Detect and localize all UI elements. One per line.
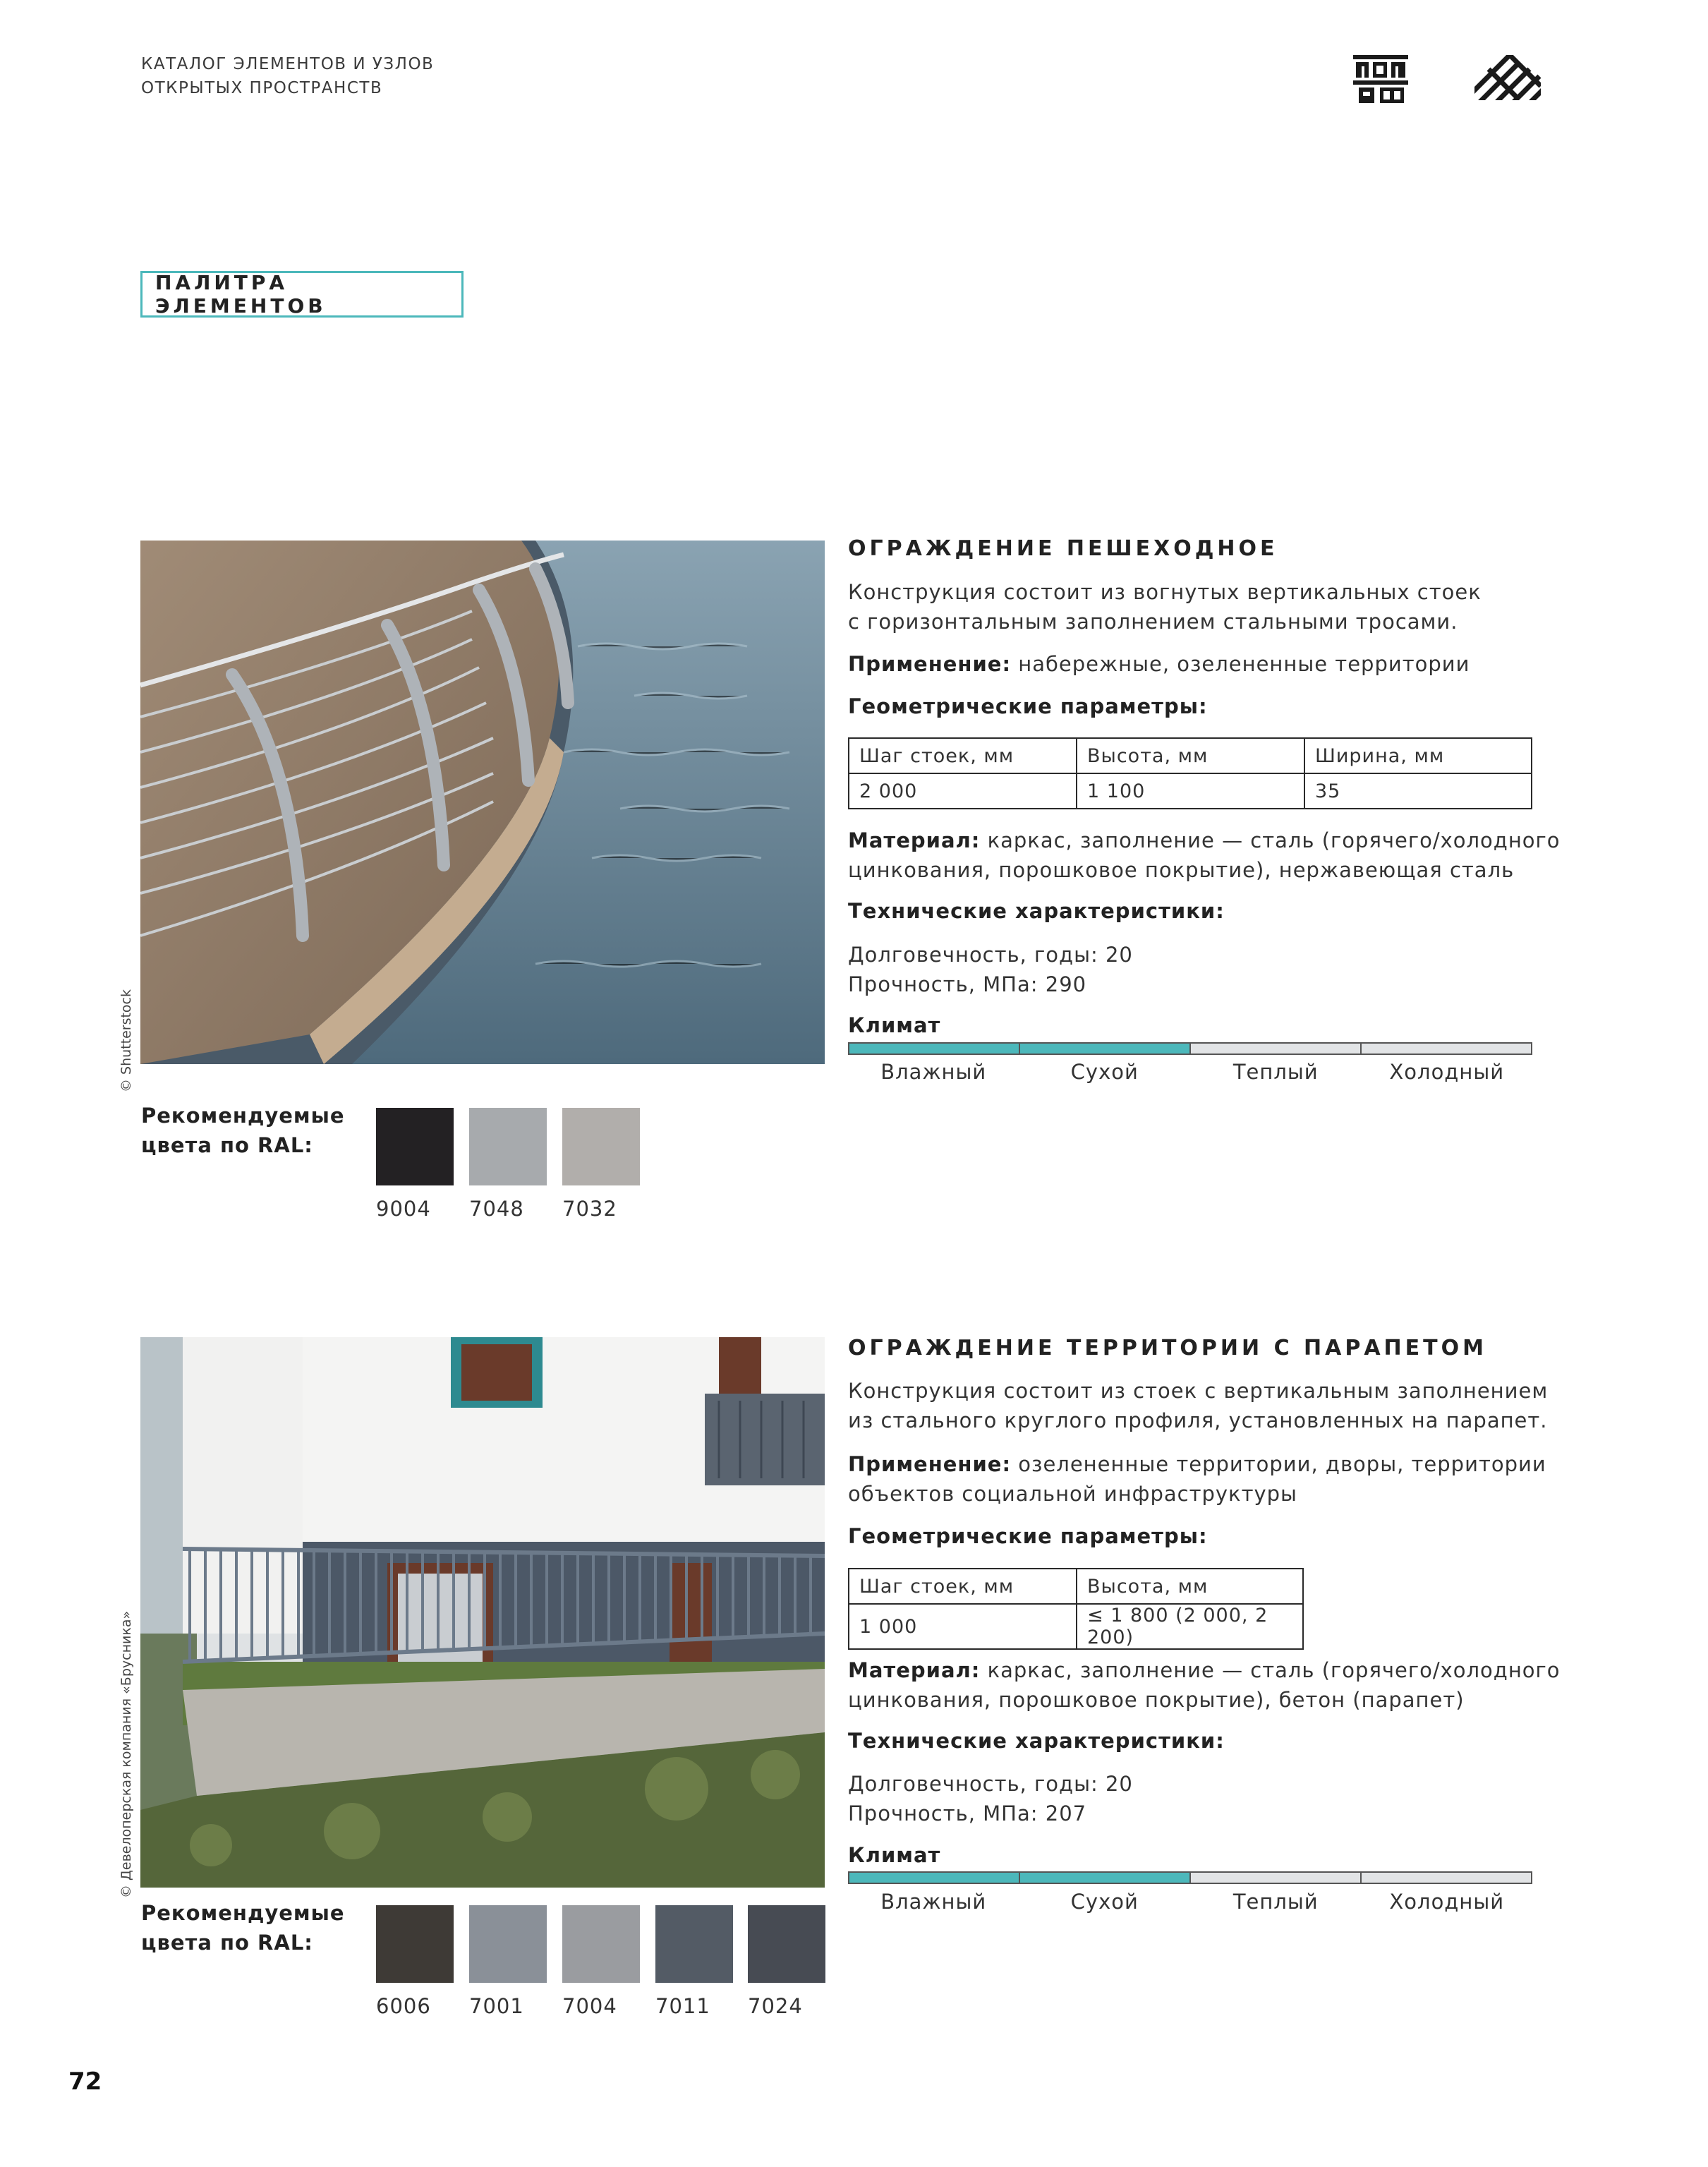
- climate-bar-1: [848, 1042, 1532, 1055]
- ral-swatch: [748, 1905, 825, 1983]
- climate-label-1: Климат: [848, 1013, 941, 1037]
- climate-segment: [1020, 1044, 1191, 1054]
- description-line: с горизонтальным заполнением стальными тросами.: [848, 610, 1458, 634]
- photo-credit-2: © Девелоперская компания «Брусника»: [119, 1610, 134, 1898]
- item-title-2: ОГРАЖДЕНИЕ ТЕРРИТОРИИ С ПАРАПЕТОМ: [848, 1336, 1487, 1360]
- application-label: Применение:: [848, 1452, 1012, 1476]
- material-label: Материал:: [848, 1658, 981, 1682]
- dom-rf-logo: [1353, 55, 1408, 103]
- geometry-value: ≤ 1 800 (2 000, 2 200): [1077, 1604, 1303, 1649]
- material-text: цинкования, порошковое покрытие), бетон (парапет): [848, 1688, 1465, 1712]
- ral-label-1: [141, 1101, 345, 1160]
- climate-humid: Влажный: [880, 1060, 987, 1084]
- geometry-label-1: Геометрические параметры:: [848, 694, 1208, 718]
- ral-swatch: [655, 1905, 733, 1983]
- application-label: Применение:: [848, 652, 1012, 676]
- material-text: каркас, заполнение — сталь (горячего/холодного: [980, 828, 1561, 852]
- material-label: Материал:: [848, 828, 981, 852]
- item-description-1: [848, 577, 1553, 636]
- ral-code: 7032: [562, 1197, 617, 1221]
- application-text: объектов социальной инфраструктуры: [848, 1482, 1297, 1506]
- ral-code: 7004: [562, 1994, 617, 2018]
- climate-segment: [1362, 1873, 1531, 1883]
- application-text: набережные, озелененные территории: [1011, 652, 1470, 676]
- ral-label-line: Рекомендуемые: [141, 1901, 345, 1925]
- item-application-1: [848, 649, 1553, 679]
- geometry-header: Высота, мм: [1077, 1569, 1303, 1604]
- geometry-header: Шаг стоек, мм: [849, 738, 1077, 773]
- climate-labels-2: [848, 1890, 1532, 1914]
- ral-code: 7011: [655, 1994, 710, 2018]
- pedestrian-railing-photo: [140, 541, 825, 1064]
- geometry-value: 1 100: [1077, 773, 1304, 809]
- material-text: каркас, заполнение — сталь (горячего/холодного: [980, 1658, 1561, 1682]
- description-line: Конструкция состоит из вогнутых вертикальных стоек: [848, 580, 1482, 604]
- climate-cold: Холодный: [1389, 1890, 1505, 1914]
- ral-label-2: [141, 1898, 345, 1957]
- material-text: цинкования, порошковое покрытие), нержавеющая сталь: [848, 858, 1515, 882]
- ral-code: 9004: [376, 1197, 431, 1221]
- ral-code: 7001: [469, 1994, 524, 2018]
- ral-label-line: цвета по RAL:: [141, 1133, 313, 1157]
- catalog-title-line1: КАТАЛОГ ЭЛЕМЕНТОВ И УЗЛОВ: [141, 55, 435, 73]
- tech-values-1: [848, 940, 1133, 999]
- ral-swatch: [376, 1108, 454, 1185]
- application-text: озелененные территории, дворы, территории: [1011, 1452, 1546, 1476]
- climate-humid: Влажный: [880, 1890, 987, 1914]
- stripes-logo: [1474, 55, 1541, 100]
- item-title-1: ОГРАЖДЕНИЕ ПЕШЕХОДНОЕ: [848, 536, 1278, 561]
- tech-label-1: Технические характеристики:: [848, 899, 1225, 923]
- geometry-value: 35: [1304, 773, 1532, 809]
- climate-segment: [1191, 1044, 1362, 1054]
- ral-swatch: [376, 1905, 454, 1983]
- parapet-fence-photo: [140, 1337, 825, 1888]
- description-line: Конструкция состоит из стоек с вертикальным заполнением: [848, 1379, 1549, 1403]
- strength: Прочность, МПа: 207: [848, 1801, 1087, 1825]
- tech-values-2: [848, 1769, 1133, 1828]
- climate-dry: Сухой: [1070, 1060, 1139, 1084]
- climate-bar-2: [848, 1871, 1532, 1884]
- catalog-title: [141, 52, 434, 100]
- climate-cold: Холодный: [1389, 1060, 1505, 1084]
- item-material-1: [848, 826, 1568, 885]
- item-material-2: [848, 1655, 1568, 1715]
- ral-label-line: цвета по RAL:: [141, 1931, 313, 1955]
- geometry-value: 2 000: [849, 773, 1077, 809]
- description-line: из стального круглого профиля, установленных на парапет.: [848, 1408, 1548, 1432]
- ral-swatch: [562, 1108, 640, 1185]
- ral-code: 7024: [748, 1994, 803, 2018]
- item-application-2: [848, 1449, 1568, 1509]
- ral-swatch: [562, 1905, 640, 1983]
- ral-swatch: [469, 1108, 547, 1185]
- climate-dry: Сухой: [1070, 1890, 1139, 1914]
- climate-warm: Теплый: [1232, 1890, 1319, 1914]
- climate-segment: [849, 1873, 1020, 1883]
- climate-label-2: Климат: [848, 1843, 941, 1867]
- catalog-title-line2: ОТКРЫТЫХ ПРОСТРАНСТВ: [141, 79, 383, 97]
- climate-segment: [1362, 1044, 1531, 1054]
- ral-swatch: [469, 1905, 547, 1983]
- climate-warm: Теплый: [1232, 1060, 1319, 1084]
- climate-segment: [1020, 1873, 1191, 1883]
- geometry-label-2: Геометрические параметры:: [848, 1524, 1208, 1548]
- durability: Долговечность, годы: 20: [848, 1772, 1133, 1796]
- photo-credit-1: © Shutterstock: [119, 989, 134, 1092]
- climate-segment: [1191, 1873, 1362, 1883]
- item-description-2: [848, 1376, 1568, 1435]
- geometry-table-1: [848, 737, 1532, 809]
- climate-labels-1: [848, 1060, 1532, 1084]
- geometry-table-2: [848, 1568, 1304, 1650]
- geometry-header: Ширина, мм: [1304, 738, 1532, 773]
- ral-label-line: Рекомендуемые: [141, 1104, 345, 1128]
- durability: Долговечность, годы: 20: [848, 943, 1133, 967]
- ral-code: 7048: [469, 1197, 524, 1221]
- geometry-value: 1 000: [849, 1604, 1077, 1649]
- tech-label-2: Технические характеристики:: [848, 1729, 1225, 1753]
- page-number: 72: [68, 2068, 102, 2096]
- geometry-header: Шаг стоек, мм: [849, 1569, 1077, 1604]
- ral-code: 6006: [376, 1994, 431, 2018]
- geometry-header: Высота, мм: [1077, 738, 1304, 773]
- climate-segment: [849, 1044, 1020, 1054]
- strength: Прочность, МПа: 290: [848, 972, 1087, 996]
- section-tag: ПАЛИТРА ЭЛЕМЕНТОВ: [140, 271, 464, 318]
